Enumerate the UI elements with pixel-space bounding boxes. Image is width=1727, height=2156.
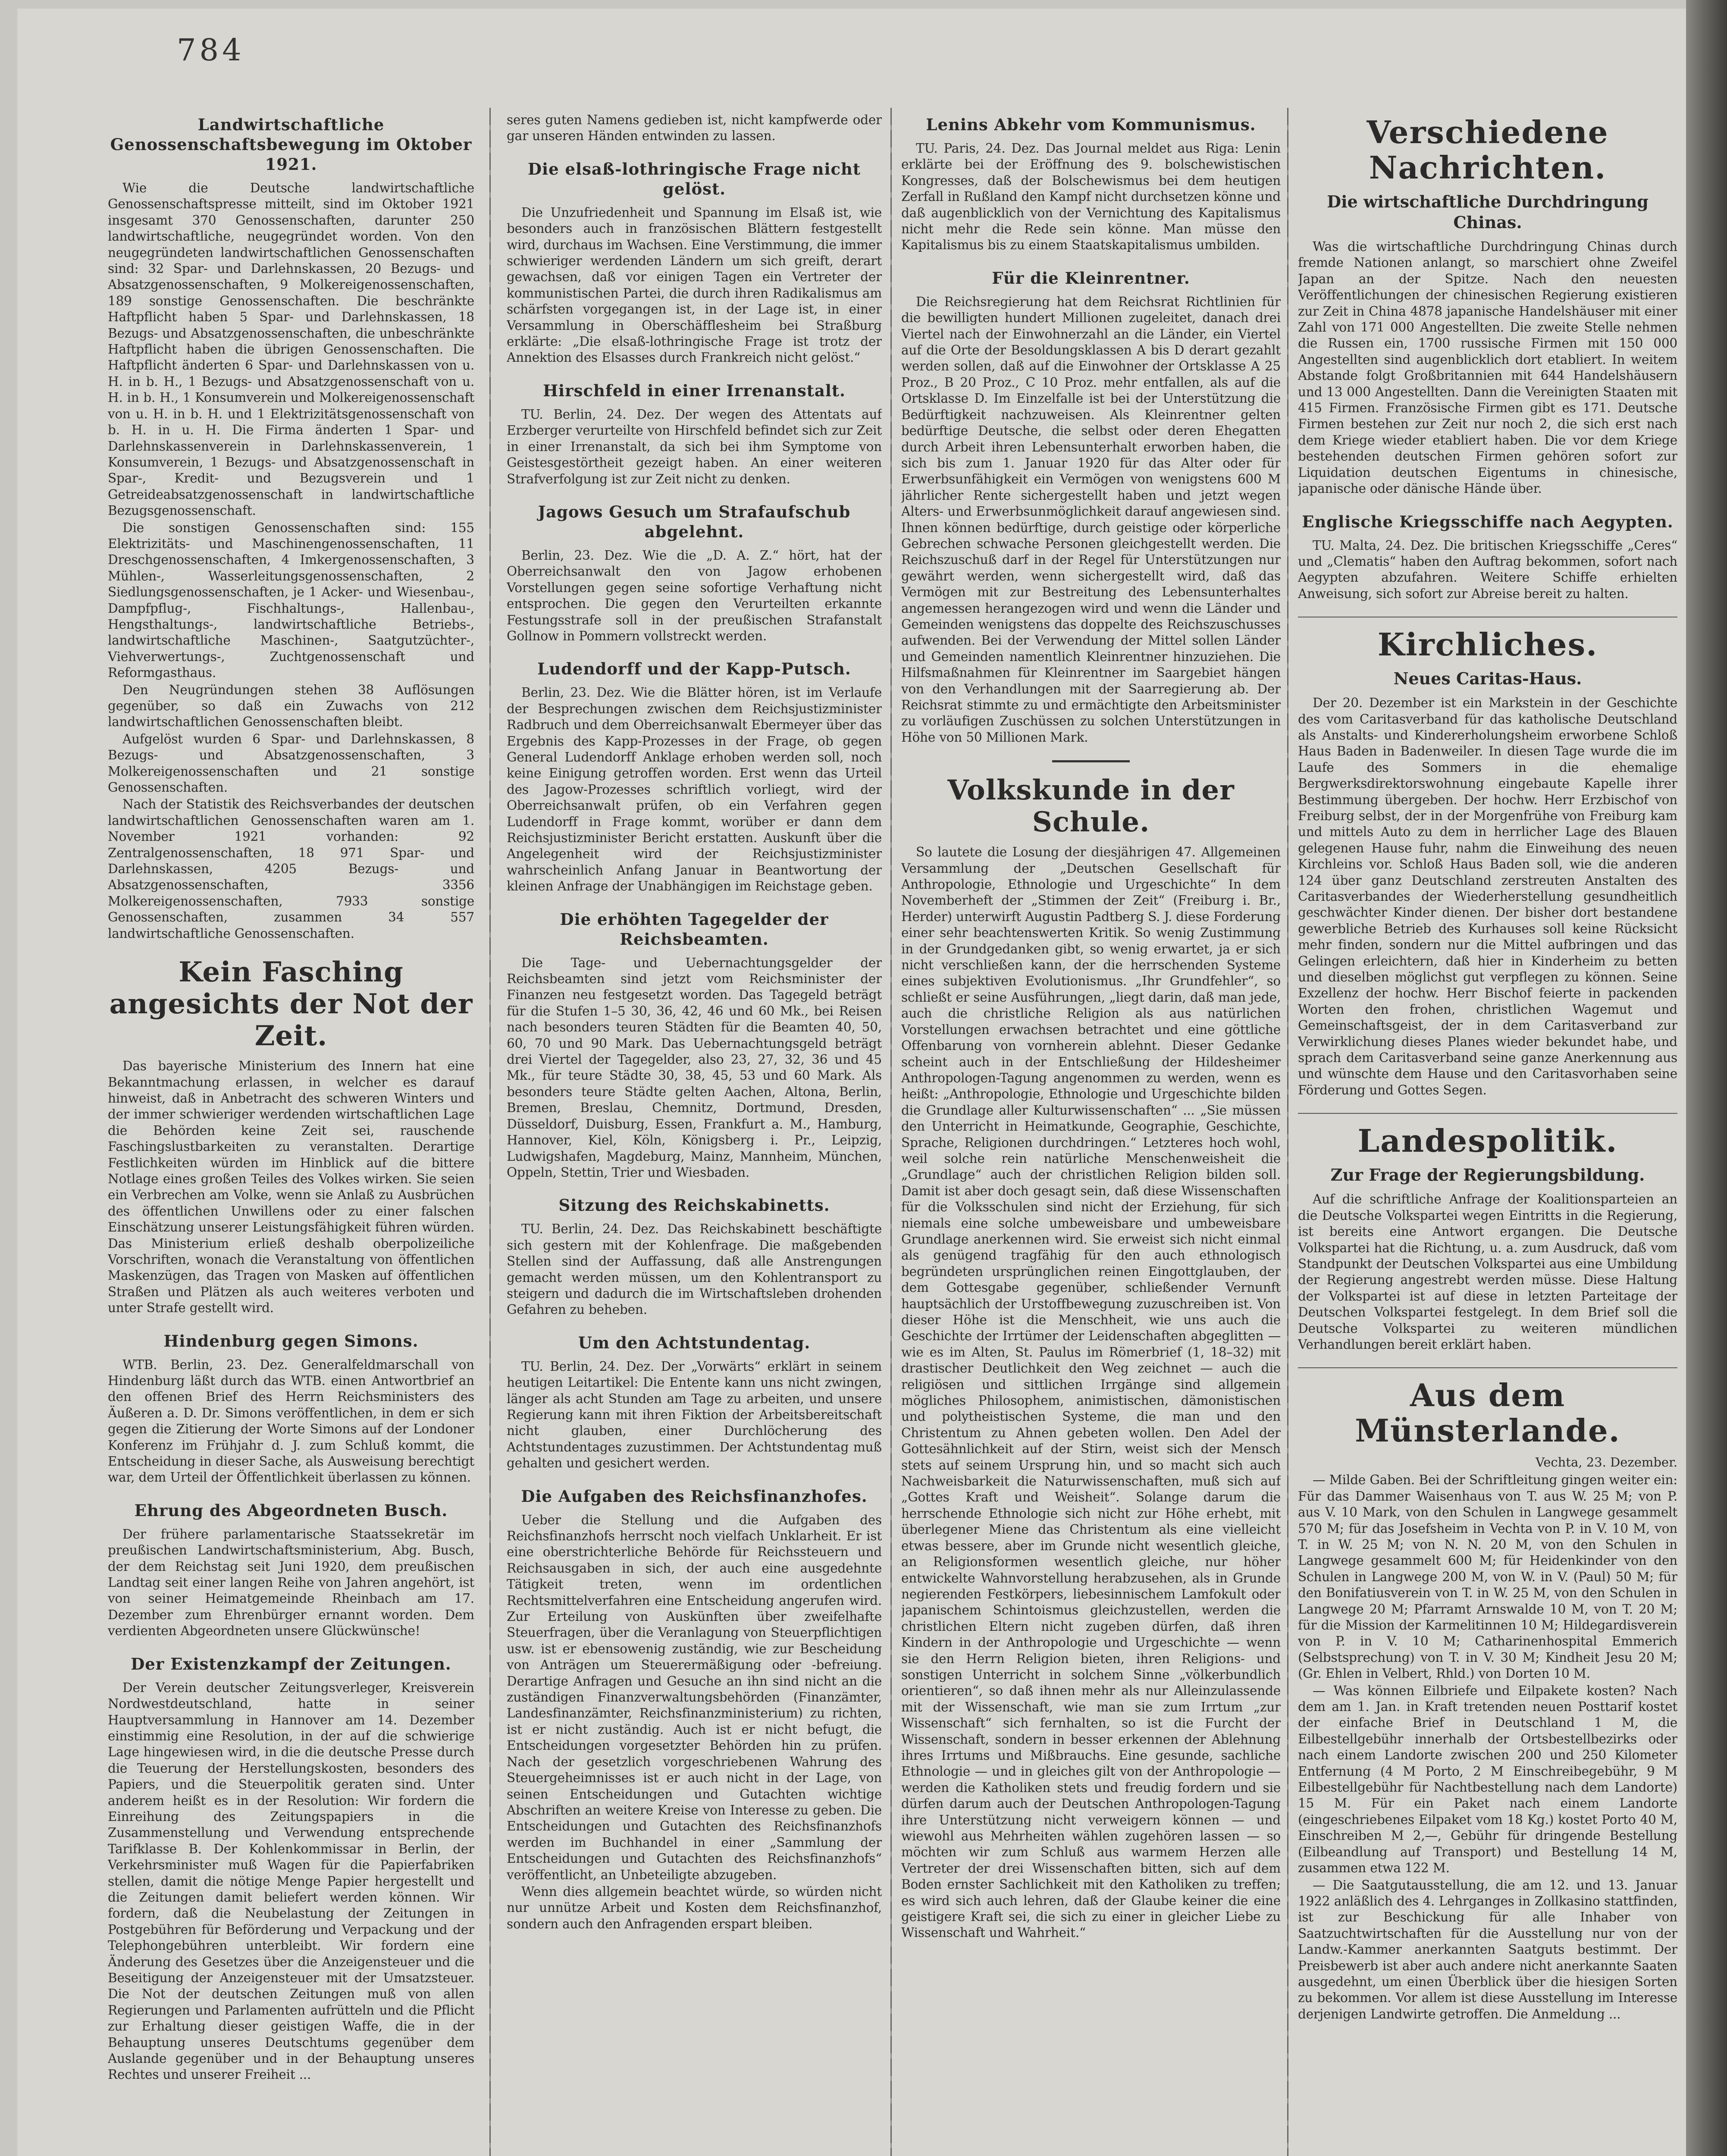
column-rule: [1287, 108, 1288, 2156]
article-paragraph: TU. Berlin, 24. Dez. Das Reichskabinett beschäftigte sich gestern mit der Kohlenfrage. Die maßgebenden Stellen sind der Auffassung, daß alle Anstrengungen gemacht werden müssen, um den Kohlentransport zu steigern und dadurch die im Wirtschaftsleben drohenden Gefahren zu beheben.: [507, 1222, 882, 1317]
section-rule: [1298, 1113, 1677, 1114]
article-paragraph: Die Reichsregierung hat dem Reichsrat Richtlinien für die bewilligten hundert Millionen zugeleitet, danach drei Viertel nach der Einwohnerzahl an die Länder, ein Viertel auf die Orte der Besoldungsklassen A bis D derart gezahlt werden sollen, daß auf die Einwohner der Ortsklasse A 25 Proz., B 20 Proz., C 10 Proz. mehr entfallen, als auf die Ortsklasse D. Im Einzelfalle ist bei der Unterstützung die Bedürftigkeit nachzuweisen. Als Kleinrentner gelten bedürftige Deutsche, die selbst oder deren Ehegatten durch Arbeit ihren Lebensunterhalt erworben haben, die sich bis zum 1. Januar 1920 für das Alter oder für Erwerbsunfähigkeit ein Vermögen von wenigstens 600 M jährlicher Rente sichergestellt haben und jetzt wegen Alters- und Erwerbsunmöglichkeit darauf angewiesen sind. Ihnen können bedürftige, durch geistige oder körperliche Gebrechen schwache Personen gleichgestellt werden. Die Reichszuschuß darf in der Regel für Unterstützungen nur gewährt werden, wenn sichergestellt wird, daß das Vermögen mit zur Bestreitung des Lebensunterhaltes angemessen herangezogen wird und wenn die Länder und Gemeinden wenigstens das doppelte des Reichszuschusses aufwenden. Bei der Verwendung der Mittel sollen Länder und Gemeinden namentlich Kleinrentner hinzuziehen. Die Hilfsmaßnahmen für Kleinrentner im Saargebiet hängen von den Verhandlungen mit der Saarregierung ab. Der Reichsrat stimmte zu und ermächtigte den Arbeitsminister zu vorläufigen Zuschüssen zu solchen Unterstützungen in Höhe von 50 Millionen Mark.: [901, 294, 1281, 745]
article-subheadline: Neues Caritas-Haus.: [1393, 669, 1582, 689]
article-headline: Landwirtschaftliche Genossenschaftsbewegung im Oktober 1921.: [110, 115, 472, 174]
article: [901, 268, 1281, 746]
article-headline: Jagows Gesuch um Strafaufschub abgelehnt.: [538, 502, 851, 541]
article-paragraph: TU. Berlin, 24. Dez. Der „Vorwärts“ erklärt in seinem heutigen Leitartikel: Die Entente kann uns nicht zwingen, länger als acht Stunden am Tage zu arbeiten, und unsere Regierung kann mit ihren Fiktion der Arbeitsbereitschaft nicht glauben, einer Durchlöcherung des Achtstundentages zuzustimmen. Der Achtstundentag muß gehalten und gesichert werden.: [507, 1359, 882, 1471]
article-paragraph: Auf die schriftliche Anfrage der Koalitionsparteien an die Deutsche Volkspartei wegen Eintritts in die Regierung, ist bereits eine Antwort ergangen. Die Deutsche Volkspartei hat die Richtung, u. a. zum Ausdruck, daß vom Standpunkt der Deutschen Volkspartei aus eine Umbildung der Regierung angestrebt werden müsse. Diese Haltung der Volkspartei ist auf diese in letzten Parteitage der Deutschen Volkspartei festgelegt. In dem Brief soll die Deutsche Volkspartei zu weiteren mündlichen Verhandlungen bereit erklärt haben.: [1298, 1192, 1677, 1352]
article-headline: Die elsaß-lothringische Frage nicht gelöst.: [527, 159, 861, 198]
article: [108, 1654, 474, 2083]
article: [108, 1501, 474, 1639]
article-paragraph: Wenn dies allgemein beachtet würde, so würden nicht nur unnütze Arbeit und Kosten dem Reichsfinanzhof, sondern auch den Anfragenden erspart bleiben.: [507, 1884, 882, 1931]
article-headline: Volkskunde in der Schule.: [947, 774, 1235, 839]
article-headline: Hirschfeld in einer Irrenanstalt.: [543, 381, 846, 400]
article-paragraph: Die sonstigen Genossenschaften sind: 155 Elektrizitäts- und Maschinengenossenschaften, 11 Dreschgenossenschaften, 4 Imkergenossenschaften, 3 Mühlen-, Wasserleitungsgenossenschaften, 2 Siedlungsgenossenschaften, je 1 Acker- und Wiesenbau-, Dampfpflug-, Fischhaltungs-, Hallenbau-, Hengsthaltungs-, landwirtschaftliche Betriebs-, landwirtschaftliche Maschinen-, Saatgutzüchter-, Viehverwertungs-, Zuchtgenossenschaft und Reformgasthaus.: [108, 520, 474, 680]
column-2: [507, 112, 882, 2156]
section-rule: [1298, 1367, 1677, 1368]
article: [507, 112, 882, 144]
article: [507, 1195, 882, 1318]
article-paragraph: Was die wirtschaftliche Durchdringung Chinas durch fremde Nationen anlangt, so marschiert ohne Zweifel Japan an der Spitze. Nach den neuesten Veröffentlichungen der chinesischen Regierung existieren zur Zeit in China 4878 japanische Handelshäuser mit einer Zahl von 171 000 Angestellten. Die zweite Stelle nehmen die Russen ein, 1700 russische Firmen mit 150 000 Angestellten sind augenblicklich dort etabliert. In weitem Abstande folgt Großbritannien mit 644 Handelshäusern und 13 000 Angestellten. Dann die Vereinigten Staaten mit 415 Firmen. Französische Firmen gibt es 171. Deutsche Firmen bestehen zur Zeit nur noch 2, die sich erst nach dem Kriege wieder etabliert haben. Die vor dem Kriege bestehenden deutschen Firmen gehören sofort zur Liquidation deutschen Eigentums in chinesische, japanische oder dänische Hände über.: [1298, 239, 1677, 496]
article-subheadline: Zur Frage der Regierungsbildung.: [1330, 1165, 1645, 1185]
column-rule: [489, 108, 491, 2156]
article-headline: Lenins Abkehr vom Kommunismus.: [926, 115, 1256, 134]
article-paragraph: Wie die Deutsche landwirtschaftliche Genossenschaftspresse mitteilt, sind im Oktober 1921 insgesamt 370 Genossenschaften, darunter 250 landwirtschaftliche, neugegründet worden. Von den neugegründeten landwirtschaftlichen Genossenschaften sind: 32 Spar- und Darlehnskassen, 20 Bezugs- und Absatzgenossenschaften, 9 Molkereigenossenschaften, 189 sonstige Genossenschaften. Die beschränkte Haftpflicht haben 5 Spar- und Darlehnskassen, 18 Bezugs- und Absatzgenossenschaften, die unbeschränkte Haftpflicht haben die übrigen Genossenschaften. Die Haftpflicht änderten 6 Spar- und Darlehnskassen von u. H. in b. H., 1 Bezugs- und Absatzgenossenschaft von u. H. in b. H., 1 Konsumverein und Molkereigenossenschaft von u. H. in b. H. und 1 Elektrizitätsgenossenschaft von b. H. in u. H. Die Firma änderten 1 Spar- und Darlehnskassenverein in Darlehnskassenverein, 1 Konsumverein, 1 Bezugs- und Absatzgenossenschaft in Spar-, Kredit- und Bezugsverein und 1 Getreideabsatzgenossenschaft in landwirtschaftliche Bezugsgenossenschaft.: [108, 181, 474, 518]
article: [1298, 115, 1677, 497]
article: [507, 381, 882, 487]
article-headline: Kirchliches.: [1377, 626, 1598, 663]
article-paragraph: So lautete die Losung der diesjährigen 47. Allgemeinen Versammlung der „Deutschen Gesellschaft für Anthropologie, Ethnologie und Urgeschichte“ In dem Novemberheft der „Stimmen der Zeit“ (Freiburg i. Br., Herder) unterwirft Augustin Padtberg S. J. diese Forderung einer sehr beachtenswerten Kritik. So wenig Zustimmung in der Grundgedanken gibt, so wenig erwartet, ja er sich nicht verschließen kann, der die herrschenden Systeme eines subjektiven Evolutionismus. „Ihr Grundfehler“, so schließt er seine Ausführungen, „liegt darin, daß man jede, auch die christliche Religion als aus natürlichen Vorstellungen erwachsen betrachtet und eine göttliche Offenbarung von vornherein ablehnt. Dieser Gedanke scheint auch in der Entschließung der Hildesheimer Anthropologen-Tagung angenommen zu werden, wenn es heißt: „Anthropologie, Ethnologie und Urgeschichte bilden die Grundlage aller Kulturwissenschaften“ ... „Sie müssen den Unterricht in Heimatkunde, Geographie, Geschichte, Sprache, Religionen durchdringen.“ Letzteres hoch wohl, weil solche rein natürliche Menschenweisheit die „Grundlage“ auch der christlichen Religion bilden soll. Damit ist aber doch gesagt sein, daß diese Wissenschaften für die Volksschulen sind nicht der Erziehung, für sich niemals eine solche umbeweisbare und umbeweisbare Grundlage anerkennen wird. Sie erweist sich nicht einmal als genügend tragfähig für den auch ethnologisch begründeten ursprünglichen reinen Eingottglauben, der dem Gottesgabe gegenüber, schließender Vernunft hauptsächlich der Urstoffbewegung zuzuschreiben ist. Von dieser Höhe ist die Menschheit, wie uns auch die Geschichte der Irrtümer der Leidenschaften abgeglitten — wie es im Alten, St. Paulus im Römerbrief (1, 18–32) mit drastischer Deutlichkeit den Weg zeichnet — auch die religiösen und sittlichen Irrgänge sind allgemein mögliches Philosophem, animistischen, dämonistischen und polytheistischen Systeme, die man und den Christentum zu Ahnen gebeten wollen. Den Adel der Gottesähnlichkeit auf der Stirn, weist sich der Mensch stets auf seinem Ursprung hin, und so macht sich auch Nachweisbarkeit die Naturwissenschaften, muß sich auf „Gottes Kraft und Weisheit“. Solange darum die herrschende Ethnologie sich nicht zur Höhe erhebt, mit überlegener Miene das Christentum als eine vielleicht etwas bessere, aber im Grunde nicht wesentlich gleiche, an Religionsformen wesentlich gleiche, nur höher entwickelte Wahnvorstellung herabzusehen, als in Grunde negierenden Festkörpers, liebesinnischem Lamfokult oder japanischem Schintoismus gleichzustellen, werden die christlichen Eltern nicht zugeben dürfen, daß ihren Kindern in der Anthropologie und Urgeschichte — wenn sie den Herrn Religion bieten, ihren Religions- und sonstigen Unterricht in solchem Sinne „völkerbundlich orientieren“, so daß ihnen mehr als nur Alleinzulassende mit der Wissenschaft, wie man sie zum Irrtum „zur Wissenschaft“ sich fernhalten, so ist die Furcht der Wissenschaft, sondern in besser erkennen der Ablehnung ihres Irrtums und Mißbrauchs. Eine gesunde, sachliche Ethnologie — und in gleiches gilt von der Anthropologie — werden die Katholiken stets und freudig fordern und sie dürfen darum auch der Deutschen Anthropologen-Tagung ihre Unterstützung nicht verweigern können — und wiewohl aus Mehrheiten wählen zugehören lassen — so möchten wir zum Schluß aus warmem Herzen alle Vertreter der drei Wissenschaften bitten, sich auf dem Boden ernster Sachlichkeit mit den Katholiken zu treffen; es wird sich auch lehren, daß der Glaube keiner die eine geistigere Kraft sei, die sich zu einer in gleicher Liebe zu Wissenschaft und Wahrheit.“: [901, 845, 1281, 1940]
column-rule: [890, 108, 892, 2156]
article-paragraph: Berlin, 23. Dez. Wie die Blätter hören, ist im Verlaufe der Besprechungen zwischen dem Reichsjustizminister Radbruch und dem Oberreichsanwalt Ebermeyer über das Ergebnis des Kapp-Prozesses in der Frage, ob gegen General Ludendorff Anklage erhoben werden soll, noch keine Einigung getroffen worden. Erst wenn das Urteil des Jagow-Prozesses schriftlich vorliegt, wird der Oberreichsanwalt prüfen, ob ein Verfahren gegen Ludendorff in Frage kommt, worüber er dann dem Reichsjustizminister Bericht erstatten. Auskunft über die Angelegenheit wird der Reichsjustizminister wahrscheinlich Anfang Januar in Beantwortung der kleinen Anfrage der Unabhängigen im Reichstage geben.: [507, 685, 882, 894]
column-3: [901, 112, 1281, 2156]
article-paragraph: Ueber die Stellung und die Aufgaben des Reichsfinanzhofs herrscht noch vielfach Unklarheit. Er ist eine oberstrichterliche Behörde für Reichssteuern und Reichsausgaben in sich, der auch eine ausgedehnte Tätigkeit treten, wenn im ordentlichen Rechtsmittelverfahren eine Entscheidung angerufen wird. Zur Erteilung von Auskünften über zweifelhafte Steuerfragen, über die Veranlagung von Steuerpflichtigen usw. ist er ebensowenig zuständig, wie zur Bescheidung von Anträgen um Steuerermäßigung oder -befreiung. Derartige Anfragen und Gesuche an ihn sind nicht an die zuständigen Finanzverwaltungsbehörden (Finanzämter, Landesfinanzämter, Reichsfinanzministerium) zu richten, ist er nicht zuständig. Auch ist er nicht befugt, die Entscheidungen vorgesetzter Behörden hin zu prüfen. Nach der gesetzlich vorgeschriebenen Wahrung des Steuergeheimnisses ist er auch nicht in der Lage, von seinen Entscheidungen und Gutachten wichtige Abschriften an weitere Kreise von Interesse zu geben. Die Entscheidungen und Gutachten des Reichsfinanzhofs werden im Buchhandel in einer „Sammlung der Entscheidungen und Gutachten des Reichsfinanzhofs“ veröffentlicht, an Unbeteiligte abzugeben.: [507, 1512, 882, 1882]
column-4: [1298, 112, 1677, 2156]
article-headline: Die erhöhten Tagegelder der Reichsbeamten.: [560, 909, 829, 949]
article-paragraph: TU. Berlin, 24. Dez. Der wegen des Attentats auf Erzberger verurteilte von Hirschfeld befindet sich zur Zeit in einer Irrenanstalt, da sich bei ihm Symptome von Geistesgestörtheit gezeigt haben. An einer weiteren Strafverfolgung ist zur Zeit nicht zu denken.: [507, 407, 882, 486]
article-paragraph: Berlin, 23. Dez. Wie die „D. A. Z.“ hört, hat der Oberreichsanwalt den von Jagow erhobenen Vorstellungen gegen seine sofortige Verhaftung nicht entsprochen. Die gegen den Verurteilten erkannte Festungsstrafe soll in der preußischen Strafanstalt Gollnow in Pommern vollstreckt werden.: [507, 548, 882, 643]
article: [108, 956, 474, 1316]
article: [1298, 1378, 1677, 2022]
article-paragraph: — Was können Eilbriefe und Eilpakete kosten? Nach dem am 1. Jan. in Kraft tretenden neuen Posttarif kostet der einfache Brief in Deutschland 1 M, die Eilbestellgebühr innerhalb der Ortsbestellbezirks oder nach einem Landorte zwischen 200 und 250 Kilometer Entfernung (4 M Porto, 2 M Einschreibegebühr, 9 M Eilbestellgebühr für Nachtbestellung nach dem Landorte) 15 M. Für ein Paket nach einem Landorte (eingeschriebenes Eilpaket vom 18 Kg.) kostet Porto 40 M, Einschreiben M 2,—, Gebühr für dringende Bestellung (Eilbeandlung auf Transport) und Bestellung 14 M, zusammen etwa 122 M.: [1298, 1683, 1677, 1876]
article-paragraph: Die Tage- und Uebernachtungsgelder der Reichsbeamten sind jetzt vom Reichsminister der Finanzen neu festgesetzt worden. Das Tagegeld beträgt für die Stufen 1–5 30, 36, 42, 46 und 60 Mk., bei Reisen nach besonders teuren Städten für die Beamten 40, 50, 60, 70 und 90 Mark. Das Uebernachtungsgeld beträgt drei Viertel der Tagegelder, also 23, 27, 32, 36 und 45 Mk., für teure Städte 30, 38, 45, 53 und 60 Mark. Als besonders teure Städte gelten Aachen, Altona, Berlin, Bremen, Breslau, Chemnitz, Dortmund, Dresden, Düsseldorf, Duisburg, Essen, Frankfurt a. M., Hamburg, Hannover, Kiel, Köln, Königsberg i. Pr., Leipzig, Ludwigshafen, Magdeburg, Mainz, Mannheim, München, Oppeln, Stettin, Trier und Wiesbaden.: [507, 955, 882, 1180]
article: [1298, 627, 1677, 1098]
article-paragraph: Der 20. Dezember ist ein Markstein in der Geschichte des vom Caritasverband für das katholische Deutschland als Anstalts- und Kindererholungsheim erworbene Schloß Haus Baden in Badenweiler. In diesen Tage wurde die im Laufe des Sommers in die ehemalige Bergwerksdirektorswohnung eingebaute Kapelle ihrer Bestimmung übergeben. Der hochw. Herr Erzbischof von Freiburg selbst, der in der Morgenfrühe von Freiburg kam und mittels Auto zu dem in herrlicher Lage des Blauen gelegenen Hause fuhr, nahm die Einweihung des neuen Kirchleins vor. Schloß Haus Baden soll, wie die anderen 124 über ganz Deutschland zerstreuten Anstalten des Caritasverbandes der Wiederherstellung gesundheitlich geschwächter Kinder dienen. Der bisher dort bestandene gewerbliche Betrieb des Kurhauses soll keine Rücksicht mehr finden, sondern nur die Mittel aufbringen und das Gelingen erleichtern, daß hier in Kinderheim zu betten und dieselben möglichst gut verpflegen zu können. Seine Exzellenz der hochw. Herr Bischof feierte in packenden Worten den frohen, christlichen Wagemut und Gemeinschaftsgeist, der in dem Caritasverband zur Verwirklichung dieses Planes wieder bekundet habe, und sprach dem Caritasverband seine ganze Anerkennung aus und wünschte dem Hause und den Caritasvorhaben seine Förderung und Gottes Segen.: [1298, 696, 1677, 1097]
article-paragraph: TU. Malta, 24. Dez. Die britischen Kriegsschiffe „Ceres“ und „Clematis“ haben den Auftrag bekommen, sofort nach Aegypten abzufahren. Weitere Schiffe erhielten Anweisung, sich sofort zur Abreise bereit zu halten.: [1298, 538, 1677, 601]
article: [507, 1486, 882, 1933]
article: [108, 1331, 474, 1486]
article: [507, 502, 882, 644]
article-paragraph: — Die Saatgutausstellung, die am 12. und 13. Januar 1922 anläßlich des 4. Lehrganges in Zollkasino stattfinden, ist zur Beschickung für alle Inhaber von Saatzuchtwirtschaften für die Ausstellung nur von der Landw.-Kammer anerkannten Saatguts bestimmt. Der Preisbewerb ist aber auch andere nicht anerkannte Saaten ausgedehnt, um einen Überblick über die hiesigen Sorten zu bekommen. Vor allem ist diese Ausstellung im Interesse derjenigen Landwirte getroffen. Die Anmeldung ...: [1298, 1877, 1677, 2021]
article-paragraph: Aufgelöst wurden 6 Spar- und Darlehnskassen, 8 Bezugs- und Absatzgenossenschaften, 3 Molkereigenossenschaften und 21 sonstige Genossenschaften.: [108, 731, 474, 795]
article-headline: Hindenburg gegen Simons.: [163, 1331, 419, 1351]
article: [1298, 1123, 1677, 1353]
article-headline: Aus dem Münsterlande.: [1355, 1377, 1620, 1449]
article-paragraph: Nach der Statistik des Reichsverbandes der deutschen landwirtschaftlichen Genossenschaften waren am 1. November 1921 vorhanden: 92 Zentralgenossenschaften, 18 971 Spar- und Darlehnskassen, 4205 Bezugs- und Absatzgenossenschaften, 3356 Molkereigenossenschaften, 7933 sonstige Genossenschaften, zusammen 34 557 landwirtschaftliche Genossenschaften.: [108, 797, 474, 941]
article-paragraph: — Milde Gaben. Bei der Schriftleitung gingen weiter ein: Für das Dammer Waisenhaus von T. aus W. 25 M; von P. aus V. 10 Mark, von den Schulen in Langwege gesammelt 570 M; für das Josefsheim in Vechta von P. in V. 10 M, von T. in W. 25 M; von N. N. 20 M, von den Schulen in Langwege gesammelt 600 M; für Heidenkinder von den Schulen in Langwege 200 M, von W. in V. (Paul) 50 M; für den Bonifatiusverein von T. in W. 25 M, von den Schulen in Langwege 20 M; Pfarramt Arnswalde 10 M, von T. 20 M; für die Mission der Karmelitinnen 10 M; Hildegardisverein von P. in V. 10 M; Catharinenhospital Emmerich (Selbstsprechung) von T. in V. 30 M; Kindheit Jesu 20 M; (Gr. Ehlen in Velbert, Rhld.) von Dorten 10 M.: [1298, 1473, 1677, 1681]
article-paragraph: seres guten Namens gedieben ist, nicht kampfwerde oder gar unseren Händen entwinden zu lassen.: [507, 113, 882, 144]
article: [507, 159, 882, 366]
article-headline: Englische Kriegsschiffe nach Aegypten.: [1302, 512, 1674, 531]
article-paragraph: Das bayerische Ministerium des Innern hat eine Bekanntmachung erlassen, in welcher es darauf hinweist, daß in Anbetracht des schweren Winters und der immer schwieriger werdenden wirtschaftlichen Lage die Behörden keine Zeit sei, rauschende Faschingslustbarkeiten zu veranstalten. Derartige Festlichkeiten würden im Hinblick auf die bittere Notlage eines großen Teiles des Volkes wirken. Sie seien ein Verbrechen am Volke, wenn sie Anlaß zu Ausbrüchen des öffentlichen Unwillens oder zu einer falschen Einschätzung unserer Leistungsfähigkeit führen würden. Das Ministerium erließ deshalb oberpolizeiliche Vorschriften, wonach die Veranstaltung von öffentlichen Maskenzügen, das Tragen von Masken auf öffentlichen Straßen und Plätzen als auch weiteres verboten und unter Strafe gestellt wird.: [108, 1059, 474, 1316]
article-headline: Ludendorff und der Kapp-Putsch.: [537, 659, 851, 679]
article-headline: Kein Fasching angesichts der Not der Zeit.: [109, 956, 473, 1053]
article-dateline: Vechta, 23. Dezember.: [1535, 1455, 1677, 1470]
article-paragraph: Den Neugründungen stehen 38 Auflösungen gegenüber, so daß ein Zuwachs von 212 landwirtschaftlichen Genossenschaften bleibt.: [108, 682, 474, 730]
section-separator: [1052, 760, 1130, 762]
article-paragraph: TU. Paris, 24. Dez. Das Journal meldet aus Riga: Lenin erklärte bei der Eröffnung des 9. bolschewistischen Kongresses, daß der Bolschewismus bei dem heutigen Zerfall in Rußland den Kampf nicht durchsetzen könne und daß augenblicklich von der Vernichtung des Kapitalismus nicht mehr die Rede sein könne. Man müsse den Kapitalismus bis zu einem Staatskapitalismus umbilden.: [901, 141, 1281, 253]
article: [507, 909, 882, 1181]
article-headline: Die Aufgaben des Reichsfinanzhofes.: [521, 1486, 868, 1506]
article: [108, 115, 474, 942]
article-headline: Um den Achtstundentag.: [578, 1333, 811, 1352]
article-paragraph: Der frühere parlamentarische Staatssekretär im preußischen Landwirtschaftsministerium, Abg. Busch, der dem Reichstag seit Juni 1920, dem preußischen Landtag seit einer langen Reihe von Jahren angehört, ist von seiner Heimatgemeinde Rheinbach am 17. Dezember zum Ehrenbürger ernannt worden. Dem verdienten Abgeordneten unsere Glückwünsche!: [108, 1526, 474, 1639]
article-paragraph: Der Verein deutscher Zeitungsverleger, Kreisverein Nordwestdeutschland, hatte in seiner Hauptversammlung in Hannover am 14. Dezember einstimmig eine Resolution, in der auf die schwierige Lage hingewiesen wird, in die die deutsche Presse durch die Teuerung der Herstellungskosten, besonders des Papiers, und die Steuerpolitik geraten sind. Unter anderem heißt es in der Resolution: Wir fordern die Einreihung des Zeitungspapiers in die Zusammenstellung und Verwendung entsprechende Tarifklasse B. Der Kohlenkommissar in Berlin, der Verkehrsminister muß Wagen für die Papierfabriken stellen, damit die nötige Menge Papier hergestellt und die Zeitungen damit beliefert werden können. Wir fordern, daß die Neubelastung der Zeitungen in Postgebühren für Beförderung und Verpackung und der Telephongebühren unterbleibt. Wir fordern eine Änderung des Gesetzes über die Anzeigensteuer und die Beseitigung der Anzeigensteuer mit der Umsatzsteuer. Die Not der deutschen Zeitungen muß von allen Regierungen und Parlamenten aufrütteln und die Pflicht zur Erhaltung dieser geistigen Waffe, die in der Behauptung unseres Deutschtums gegenüber dem Auslande gegenüber und in der Behauptung unseres Rechtes und unserer Freiheit ...: [108, 1680, 474, 2082]
scan-binding-edge: [1686, 0, 1727, 2156]
article: [507, 659, 882, 894]
article-headline: Landespolitik.: [1357, 1122, 1618, 1159]
article: [1298, 512, 1677, 602]
article-paragraph: WTB. Berlin, 23. Dez. Generalfeldmarschall von Hindenburg läßt durch das WTB. einen Antwortbrief an den offenen Brief des Herrn Reichsministers des Äußeren a. D. Dr. Simons veröffentlichen, in dem er sich gegen die Zitierung der Worte Simons auf der Londoner Konferenz im Frühjahr d. J. zum Schluß kommt, die Entscheidung in dieser Sache, als Ausweisung berechtigt war, dem Urteil der Öffentlichkeit überlassen zu können.: [108, 1357, 474, 1485]
page-number: 784: [177, 32, 245, 68]
column-1: [108, 112, 474, 2156]
article-headline: Für die Kleinrentner.: [992, 268, 1190, 288]
article-headline: Sitzung des Reichskabinetts.: [558, 1196, 830, 1215]
article-headline: Der Existenzkampf der Zeitungen.: [131, 1654, 451, 1673]
article-paragraph: Die Unzufriedenheit und Spannung im Elsaß ist, wie besonders auch in französischen Blättern festgestellt wird, durchaus im Wachsen. Eine Verstimmung, die immer schwieriger werdenden Ländern um sich greift, derart gewachsen, daß vor einigen Tagen ein Vertreter der kommunistischen Partei, die durch ihren Radikalismus am schärfsten vorgegangen ist, in der Lage ist, in einer Versammlung in Oberschäfflesheim bei Straßburg erklärte: „Die elsaß-lothringische Frage ist trotz der Annektion des Elsasses durch Frankreich nicht gelöst.“: [507, 205, 882, 365]
article: [507, 1333, 882, 1472]
article-headline: Verschiedene Nachrichten.: [1367, 114, 1609, 186]
article: [901, 774, 1281, 1941]
article-subheadline: Die wirtschaftliche Durchdringung Chinas.: [1327, 192, 1649, 232]
article-headline: Ehrung des Abgeordneten Busch.: [134, 1501, 448, 1520]
article: [901, 115, 1281, 254]
